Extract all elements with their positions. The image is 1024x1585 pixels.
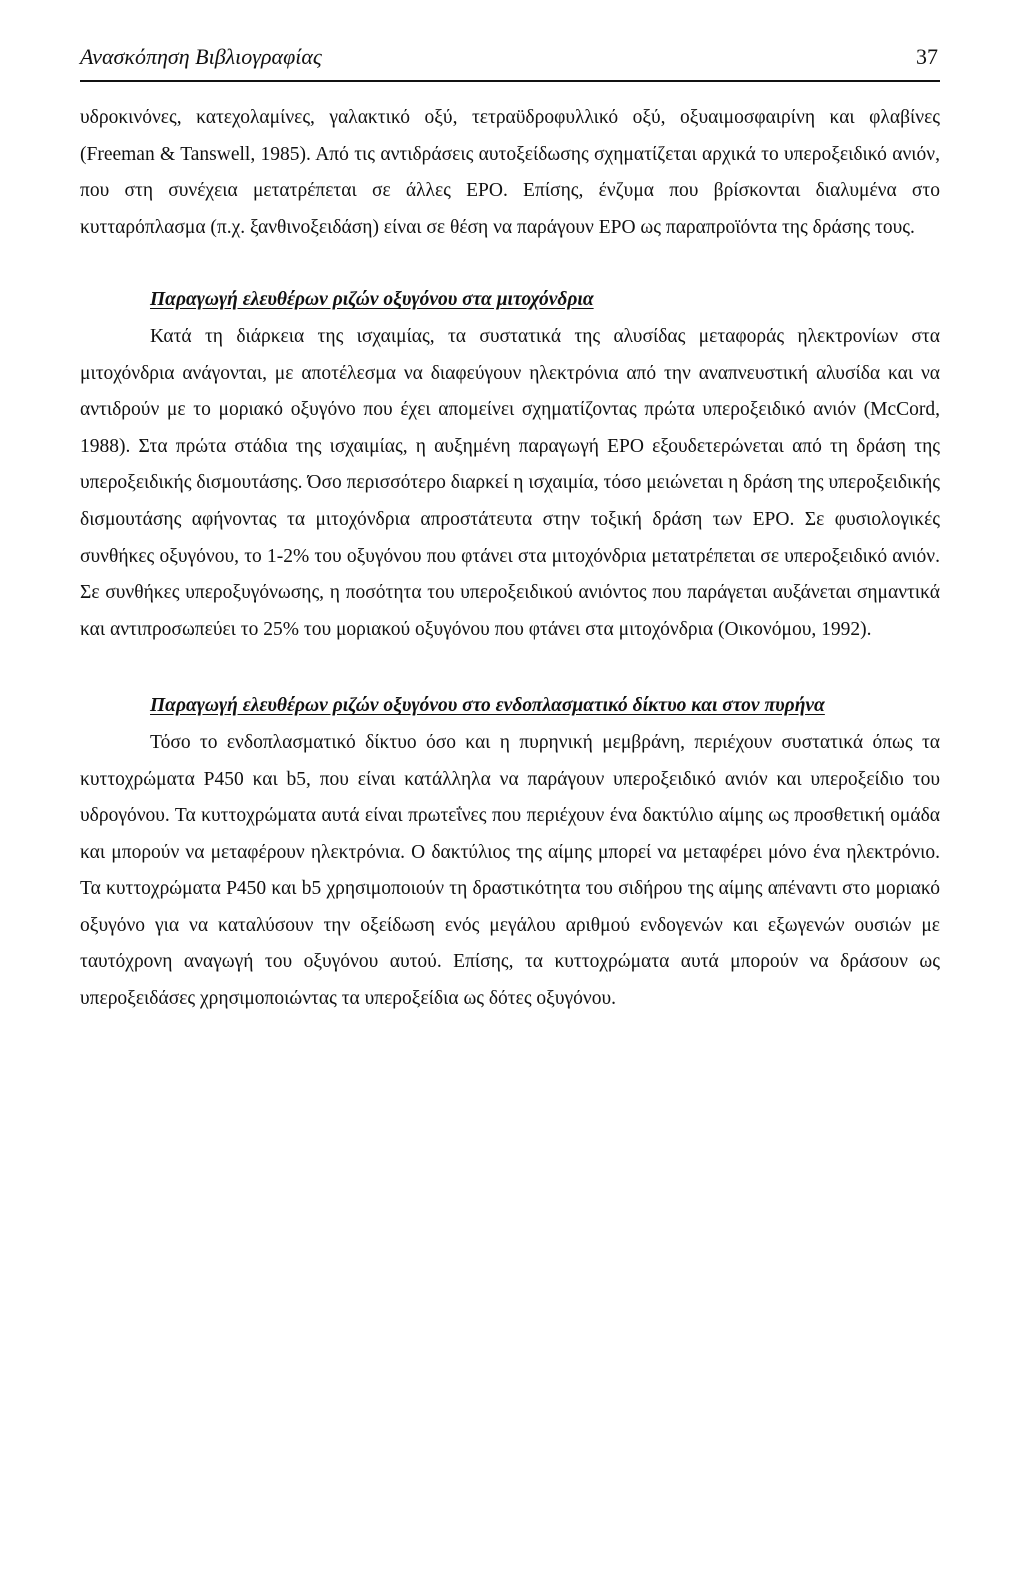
section-heading-er-nucleus: Παραγωγή ελευθέρων ριζών οξυγόνου στο ενδοπλασματικό δίκτυο και στον πυρήνα xyxy=(150,695,825,717)
paragraph-er-nucleus: Τόσο το ενδοπλασματικό δίκτυο όσο και η πυρηνική μεμβράνη, περιέχουν συστατικά όπως τα κυττοχρώματα Ρ450 και b5, που είναι κατάλληλα να παράγουν υπεροξειδικό ανιόν και υπεροξείδιο του υδρογόνου. Τα κυττοχρώματα αυτά είναι πρωτεΐνες που περιέχουν ένα δακτύλιο αίμης ως προσθετική ομάδα και μπορούν να μεταφέρουν ηλεκτρόνια. Ο δακτύλιος της αίμης μπορεί να μεταφέρει μόνο ένα ηλεκτρόνιο. Τα κυττοχρώματα Ρ450 και b5 χρησιμοποιούν τη δραστικότητα του σιδήρου της αίμης απέναντι στο μοριακό οξυγόνο για να καταλύσουν την οξείδωση ενός μεγάλου αριθμού ενδογενών και εξωγενών ουσιών με ταυτόχρονη αναγωγή του οξυγόνου αυτού. Επίσης, τα κυττοχρώματα αυτά μπορούν να δράσουν ως υπεροξειδάσες χρησιμοποιώντας τα υπεροξείδια ως δότες οξυγόνου. xyxy=(80,731,940,1010)
paragraph-autoxidation: υδροκινόνες, κατεχολαμίνες, γαλακτικό οξύ, τετραϋδροφυλλικό οξύ, οξυαιμοσφαιρίνη και φλαβίνες (Freeman & Tanswell, 1985). Από τις αντιδράσεις αυτοξείδωσης σχηματίζεται αρχικά το υπεροξειδικό ανιόν, που στη συνέχεια μετατρέπεται σε άλλες ΕΡΟ. Επίσης, ένζυμα που βρίσκονται διαλυμένα στο κυτταρόπλασμα (π.χ. ξανθινοξειδάση) είναι σε θέση να παράγουν ΕΡΟ ως παραπροϊόντα της δράσης τους. xyxy=(80,107,940,238)
paragraph-mitochondria: Κατά τη διάρκεια της ισχαιμίας, τα συστατικά της αλυσίδας μεταφοράς ηλεκτρονίων στα μιτοχόνδρια ανάγονται, με αποτέλεσμα να διαφεύγουν ηλεκτρόνια από την αναπνευστική αλυσίδα και να αντιδρούν με το μοριακό οξυγόνο που έχει απομείνει σχηματίζοντας πρώτα υπεροξειδικό ανιόν (McCord, 1988). Στα πρώτα στάδια της ισχαιμίας, η αυξημένη παραγωγή ΕΡΟ εξουδετερώνεται από τη δράση της υπεροξειδικής δισμουτάσης. Όσο περισσότερο διαρκεί η ισχαιμία, τόσο μειώνεται η δράση της υπεροξειδικής δισμουτάσης αφήνοντας τα μιτοχόνδρια απροστάτευτα στην τοξική δράση των ΕΡΟ. Σε φυσιολογικές συνθήκες οξυγόνου, το 1-2% του οξυγόνου που φτάνει στα μιτοχόνδρια μετατρέπεται σε υπεροξειδικό ανιόν. Σε συνθήκες υπεροξυγόνωσης, η ποσότητα του υπεροξειδικού ανιόντος που παράγεται αυξάνεται σημαντικά και αντιπροσωπεύει το 25% του μοριακού οξυγόνου που φτάνει στα μιτοχόνδρια (Οικονόμου, 1992). xyxy=(80,325,941,640)
running-title: Ανασκόπηση Βιβλιογραφίας xyxy=(80,44,322,69)
section-heading-mitochondria: Παραγωγή ελευθέρων ριζών οξυγόνου στα μιτοχόνδρια xyxy=(150,289,594,311)
running-header xyxy=(80,40,940,82)
page-number: 37 xyxy=(916,44,938,69)
document-body xyxy=(80,100,940,1018)
